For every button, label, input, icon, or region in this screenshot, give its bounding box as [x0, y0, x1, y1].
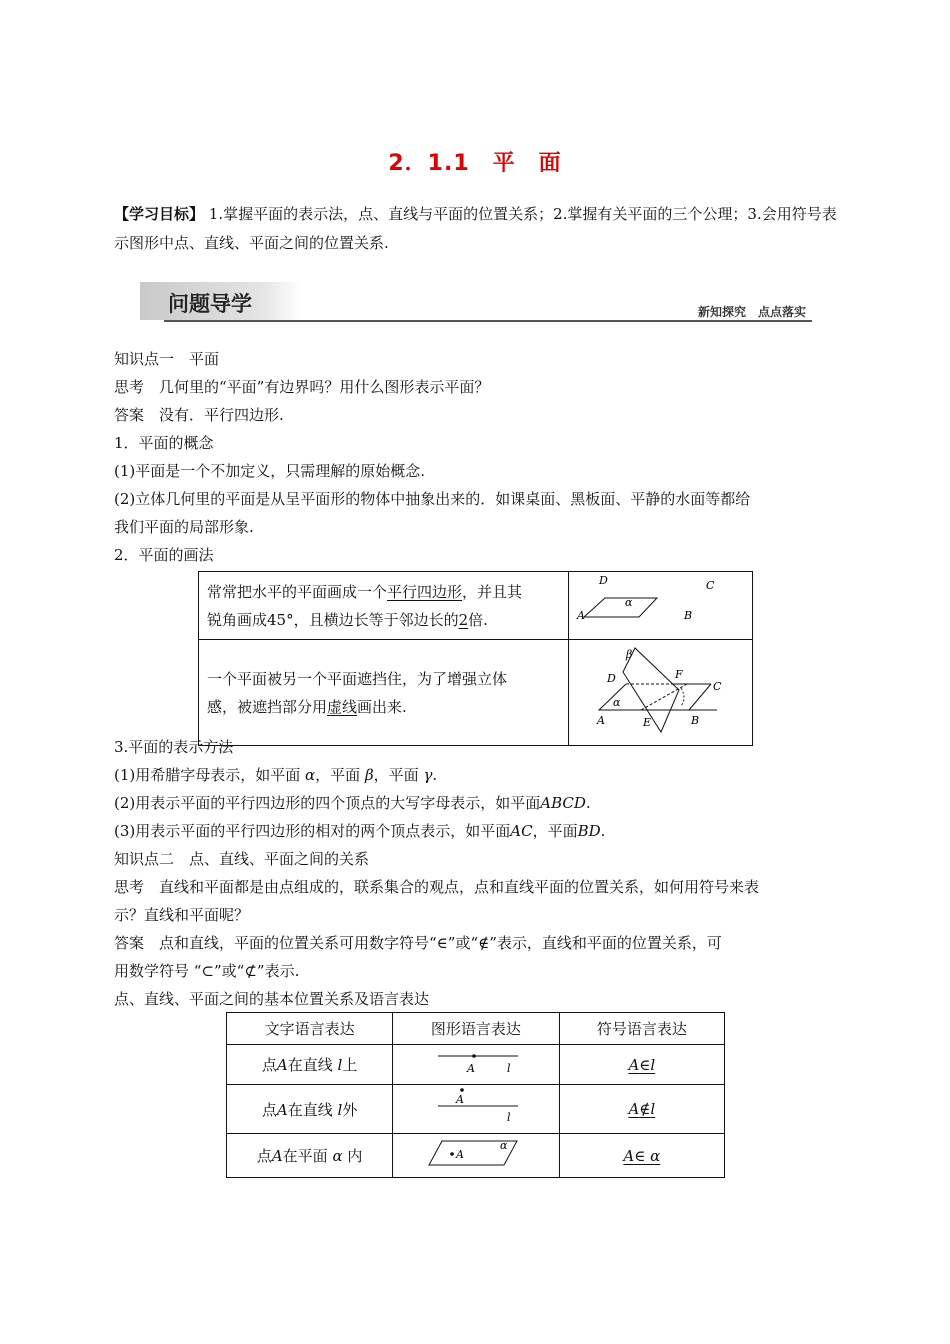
think-2a: 思考 直线和平面都是由点组成的，联系集合的观点，点和直线平面的位置关系，如何用符号来表 [114, 878, 760, 896]
table-row [199, 572, 753, 640]
text-expression [227, 1045, 393, 1085]
label-D: D [607, 672, 616, 685]
text: 点 [256, 1147, 272, 1165]
text: 内 [347, 1147, 363, 1165]
text: . [600, 822, 606, 840]
figure-expression [393, 1045, 559, 1085]
goal-label: 【学习目标】 [114, 205, 205, 223]
point-off-line-figure [416, 1085, 536, 1129]
label-B: B [684, 609, 693, 622]
greek-alpha: α [305, 766, 316, 784]
heading-representation: 3.平面的表示方法 [114, 738, 234, 756]
underlined-answer: 平行四边形 [387, 582, 463, 601]
text: (2)用表示平面的平行四边形的四个顶点的大写字母表示，如平面 [114, 794, 541, 812]
label-A: A [455, 1147, 464, 1161]
text: 倍. [468, 610, 488, 629]
text: 一个平面被另一个平面遮挡住，为了增强立体 [207, 669, 508, 688]
column-header: 符号语言表达 [559, 1013, 724, 1045]
banner-subtitle: 新知探究 点点落实 [697, 305, 806, 319]
label-alpha: α [499, 1138, 508, 1152]
symbol: ∉ [639, 1100, 651, 1118]
drawing-text-1 [199, 572, 569, 640]
plane-name: BD [577, 822, 601, 840]
table-row [227, 1134, 725, 1178]
plane-name: α [650, 1146, 661, 1165]
label-F: F [675, 668, 683, 681]
text: 锐角画成45°，且横边长等于邻边长的 [207, 610, 459, 629]
greek-gamma: γ [423, 766, 433, 784]
text: 点 [261, 1100, 277, 1119]
line-name: l [337, 1056, 343, 1074]
concept-2a: (2)立体几何里的平面是从呈平面形的物体中抽象出来的．如课桌面、黑板面、平静的水面等都给 [114, 490, 751, 508]
think-1: 思考 几何里的“平面”有边界吗？用什么图形表示平面？ [114, 378, 490, 396]
banner-tab [140, 282, 302, 320]
plane-name: ABCD [540, 794, 586, 812]
label-C: C [713, 680, 722, 693]
learning-goal [114, 200, 844, 258]
answer-2b: 用数学符号 “⊂”或“⊄”表示. [114, 962, 300, 980]
text: 外 [342, 1100, 358, 1119]
text: 点 [261, 1056, 277, 1074]
label-alpha: α [625, 596, 633, 609]
intersection-hidden [641, 684, 687, 710]
column-header: 文字语言表达 [227, 1013, 393, 1045]
symbol: ∈ [634, 1146, 646, 1165]
column-header: 图形语言表达 [393, 1013, 559, 1045]
label-l: l [506, 1111, 511, 1124]
point-on-line-figure [416, 1046, 536, 1080]
representation-2 [114, 792, 591, 813]
text: . [432, 766, 438, 784]
point-name: A [628, 1055, 640, 1074]
label-D: D [599, 574, 608, 587]
page-title: 2．1.1 平 面 [388, 151, 562, 176]
answer-2a: 答案 点和直线，平面的位置关系可用数字符号“∈”或“∉”表示，直线和平面的位置关系，可 [114, 934, 722, 952]
relation-table-title: 点、直线、平面之间的基本位置关系及语言表达 [114, 990, 430, 1008]
answer-1: 答案 没有．平行四边形. [114, 406, 284, 424]
plane-parallelogram [584, 598, 657, 617]
point-name: A [271, 1147, 283, 1165]
table-row [199, 640, 753, 746]
symbol-expression [559, 1085, 724, 1134]
point-in-plane-figure [416, 1135, 536, 1173]
label-E: E [643, 716, 652, 729]
banner-rule [164, 320, 812, 322]
heading-drawing: 2．平面的画法 [114, 546, 214, 564]
label-alpha: α [613, 696, 621, 709]
occluded-planes-figure [569, 640, 752, 741]
text: ，平面 [315, 766, 361, 784]
knowledge-point-2: 知识点二 点、直线、平面之间的关系 [114, 850, 370, 868]
table-row [227, 1085, 725, 1134]
drawing-method-table [198, 571, 753, 746]
point-name: A [276, 1100, 288, 1119]
underlined-answer: 2 [458, 610, 469, 629]
symbol-expression [559, 1045, 724, 1085]
line-name: l [650, 1055, 656, 1074]
symbol-answer [628, 1100, 655, 1118]
symbol-answer [628, 1056, 655, 1074]
symbol-answer [623, 1147, 660, 1165]
concept-2b: 我们平面的局部形象. [114, 518, 254, 536]
line-name: l [650, 1100, 656, 1118]
parallelogram-figure [569, 572, 752, 635]
figure-expression [393, 1134, 559, 1178]
text: ，平面 [373, 766, 419, 784]
table-header-row [227, 1013, 725, 1045]
text: 在直线 [287, 1056, 333, 1074]
point-name: A [276, 1056, 288, 1074]
heading-concept: 1．平面的概念 [114, 434, 214, 452]
symbol-expression [559, 1134, 724, 1178]
drawing-text-2 [199, 640, 569, 746]
plane-alpha-edge [689, 684, 711, 710]
text: 常常把水平的平面画成一个 [207, 582, 388, 601]
knowledge-point-1: 知识点一 平面 [114, 350, 220, 368]
label-A: A [455, 1093, 464, 1106]
goal-text: 1.掌握平面的表示法，点、直线与平面的位置关系；2.掌握有关平面的三个公理；3.会用符号表示图形中点、直线、平面之间的位置关系. [114, 205, 837, 252]
text: 感，被遮挡部分用 [207, 697, 328, 716]
symbol: ∈ [639, 1055, 651, 1074]
think-2b: 示？直线和平面呢？ [114, 906, 250, 924]
label-A: A [577, 609, 585, 622]
hidden-arc [681, 688, 684, 706]
plane-name: α [332, 1147, 343, 1165]
text: ，并且其 [462, 582, 523, 601]
text-expression [227, 1134, 393, 1178]
representation-3 [114, 820, 605, 841]
text: 在直线 [287, 1100, 333, 1119]
point-A [472, 1054, 476, 1058]
text: (1)用希腊字母表示，如平面 [114, 766, 301, 784]
point-name: A [623, 1146, 635, 1165]
point-A [460, 1088, 464, 1092]
label-B: B [691, 714, 700, 727]
concept-1: (1)平面是一个不加定义，只需理解的原始概念. [114, 462, 426, 480]
text-expression [227, 1085, 393, 1134]
greek-beta: β [364, 766, 374, 784]
text: (3)用表示平面的平行四边形的相对的两个顶点表示，如平面 [114, 822, 511, 840]
label-l: l [506, 1061, 511, 1075]
point-name: A [628, 1100, 640, 1118]
section-banner [140, 282, 812, 324]
figure-expression [393, 1085, 559, 1134]
label-A: A [466, 1061, 475, 1075]
text: 画出来. [357, 697, 407, 716]
representation-1 [114, 764, 437, 785]
label-A: A [597, 714, 605, 727]
table-row [227, 1045, 725, 1085]
label-C: C [706, 579, 715, 592]
text: . [585, 794, 591, 812]
underlined-answer: 虚线 [327, 697, 358, 716]
point-A [450, 1152, 454, 1156]
parallelogram-figure-cell [569, 572, 753, 640]
text: 在平面 [282, 1147, 328, 1165]
occluded-planes-figure-cell [569, 640, 753, 746]
text: ，平面 [532, 822, 578, 840]
banner-title: 问题导学 [168, 292, 252, 316]
relation-table [226, 1012, 725, 1178]
line-name: l [337, 1100, 343, 1119]
label-beta: β [626, 648, 633, 661]
text: 上 [342, 1056, 358, 1074]
plane-name: AC [510, 822, 533, 840]
